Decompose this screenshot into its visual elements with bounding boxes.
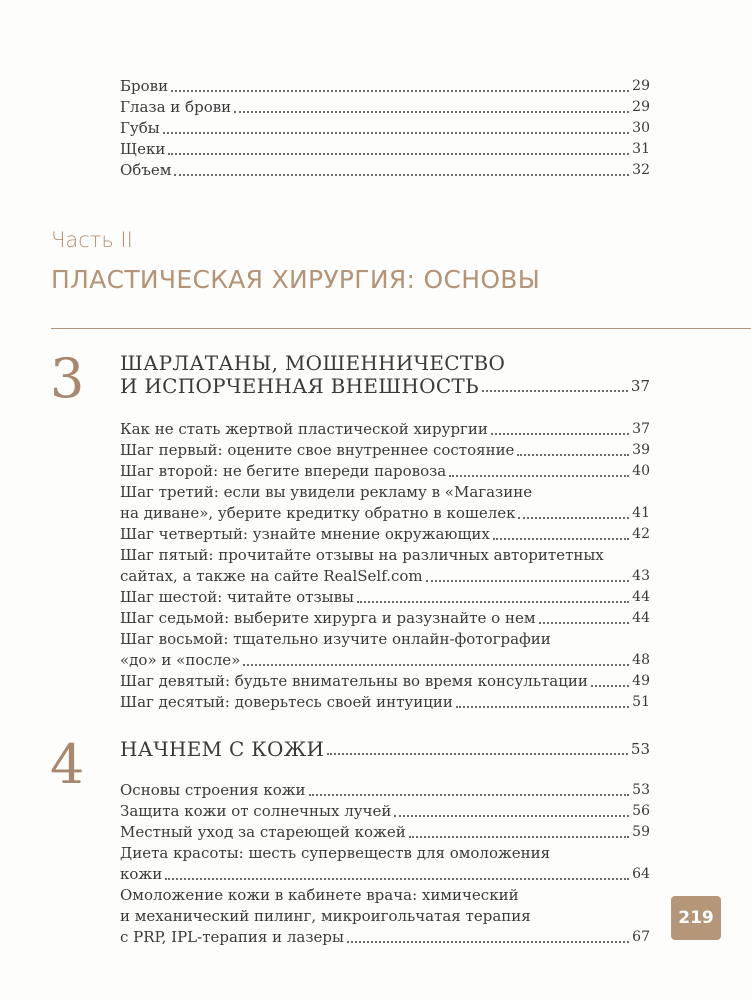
toc-entry: Шаг восьмой: тщательно изучите онлайн-фотографии «до» и «после» 48 (120, 630, 650, 669)
toc-entry: Щеки 31 (120, 140, 650, 158)
toc-entry: Шаг пятый: прочитайте отзывы на различных авторитетных сайтах, а также на сайте RealSelf.com 43 (120, 546, 650, 585)
toc-part1-tail (120, 76, 650, 181)
toc-entry: Шаг десятый: доверьтесь своей интуиции 51 (120, 693, 650, 711)
chapter-number: 4 (50, 733, 85, 796)
chapter-4-entries (120, 780, 650, 948)
toc-entry: Шаг четвертый: узнайте мнение окружающих 42 (120, 525, 650, 543)
toc-entry: Диета красоты: шесть супервеществ для омоложения кожи 64 (120, 844, 650, 883)
toc-entry: Глаза и брови 29 (120, 98, 650, 116)
chapter-title: ШАРЛАТАНЫ, МОШЕННИЧЕСТВО И ИСПОРЧЕННАЯ ВНЕШНОСТЬ 37 (120, 351, 650, 398)
chapter-number: 3 (50, 347, 85, 410)
toc-entry: Шаг шестой: читайте отзывы 44 (120, 588, 650, 606)
page-number-badge: 219 (671, 896, 721, 940)
toc-entry: Как не стать жертвой пластической хирургии 37 (120, 420, 650, 438)
toc-entry: Губы 30 (120, 119, 650, 137)
toc-entry: Основы строения кожи 53 (120, 781, 650, 799)
toc-entry: Объем 32 (120, 161, 650, 179)
toc-entry: Шаг третий: если вы увидели рекламу в «Магазине на диване», уберите кредитку обратно в кошелек 41 (120, 483, 650, 522)
toc-entry: Шаг седьмой: выберите хирурга и разузнайте о нем 44 (120, 609, 650, 627)
part-label: Часть II (51, 228, 133, 252)
toc-entry: Защита кожи от солнечных лучей 56 (120, 802, 650, 820)
toc-entry: Местный уход за стареющей кожей 59 (120, 823, 650, 841)
toc-entry: Шаг второй: не бегите впереди паровоза 40 (120, 462, 650, 480)
part-divider (51, 328, 751, 329)
toc-entry: Шаг первый: оцените свое внутреннее состояние 39 (120, 441, 650, 459)
part-title: ПЛАСТИЧЕСКАЯ ХИРУРГИЯ: ОСНОВЫ (51, 265, 541, 294)
chapter-title: НАЧНЕМ С КОЖИ 53 (120, 737, 650, 761)
toc-entry: Шаг девятый: будьте внимательны во время консультации 49 (120, 672, 650, 690)
toc-entry: Омоложение кожи в кабинете врача: химический и механический пилинг, микроигольчатая терапия с PRP, IPL-терапия и лазеры 67 (120, 886, 650, 946)
toc-entry: Брови 29 (120, 77, 650, 95)
chapter-3-entries (120, 419, 650, 713)
